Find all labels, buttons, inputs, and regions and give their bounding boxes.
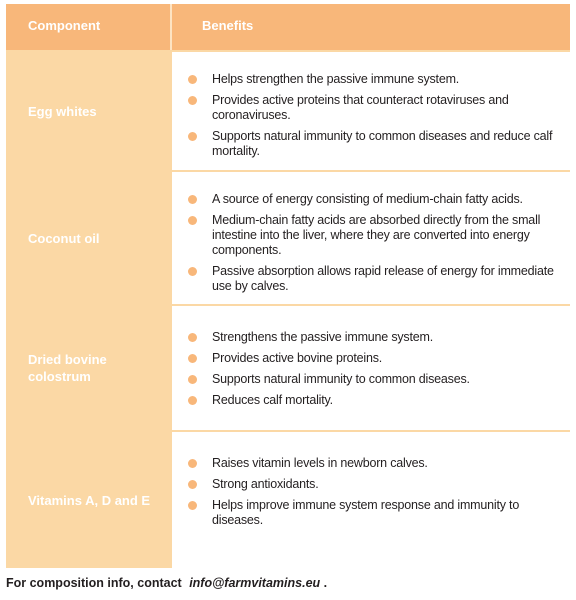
benefit-item: Raises vitamin levels in newborn calves. [188, 456, 558, 471]
contact-email-link[interactable]: info@farmvitamins.eu [189, 576, 321, 590]
benefit-item: Supports natural immunity to common diseases. [188, 372, 558, 387]
component-name: Vitamins A, D and E [28, 492, 151, 508]
benefit-item: Strong antioxidants. [188, 477, 558, 492]
benefit-item: Strengthens the passive immune system. [188, 330, 558, 345]
bullet-icon [188, 333, 197, 342]
contact-footer [6, 576, 327, 590]
component-name: Dried bovine colostrum [28, 352, 107, 384]
benefit-item: Passive absorption allows rapid release of energy for immediate use by calves. [188, 264, 558, 294]
bullet-icon [188, 195, 197, 204]
benefit-item: Medium-chain fatty acids are absorbed directly from the small intestine into the liver, where they are converted into energy components. [188, 213, 558, 258]
bullet-icon [188, 501, 197, 510]
benefit-item: Provides active bovine proteins. [188, 351, 558, 366]
bullet-icon [188, 375, 197, 384]
bullet-icon [188, 354, 197, 363]
benefits-cell [172, 52, 570, 170]
benefits-cell [172, 172, 570, 304]
benefits-cell [172, 306, 570, 430]
table-row [6, 306, 570, 430]
header-divider [170, 4, 172, 50]
header-benefits: Benefits [202, 18, 254, 33]
benefit-item: Supports natural immunity to common diseases and reduce calf mortality. [188, 129, 558, 159]
bullet-icon [188, 216, 197, 225]
bullet-icon [188, 132, 197, 141]
benefits-cell [172, 432, 570, 568]
component-name: Egg whites [28, 103, 97, 119]
bullet-icon [188, 480, 197, 489]
table-row [6, 432, 570, 568]
benefit-item: A source of energy consisting of medium-chain fatty acids. [188, 192, 558, 207]
bullet-icon [188, 459, 197, 468]
benefit-item: Provides active proteins that counteract rotaviruses and coronaviruses. [188, 93, 558, 123]
table-row [6, 52, 570, 170]
bullet-icon [188, 75, 197, 84]
benefit-item: Helps improve immune system response and immunity to diseases. [188, 498, 558, 528]
bullet-icon [188, 267, 197, 276]
bullet-icon [188, 96, 197, 105]
header-component: Component [28, 18, 101, 33]
footer-suffix: . [323, 576, 328, 590]
table-header [6, 4, 570, 50]
benefit-item: Reduces calf mortality. [188, 393, 558, 408]
footer-text: For composition info, contact [6, 576, 182, 590]
component-name: Coconut oil [28, 230, 100, 246]
table-row [6, 172, 570, 304]
bullet-icon [188, 396, 197, 405]
components-table [6, 4, 570, 568]
benefit-item: Helps strengthen the passive immune system. [188, 72, 558, 87]
